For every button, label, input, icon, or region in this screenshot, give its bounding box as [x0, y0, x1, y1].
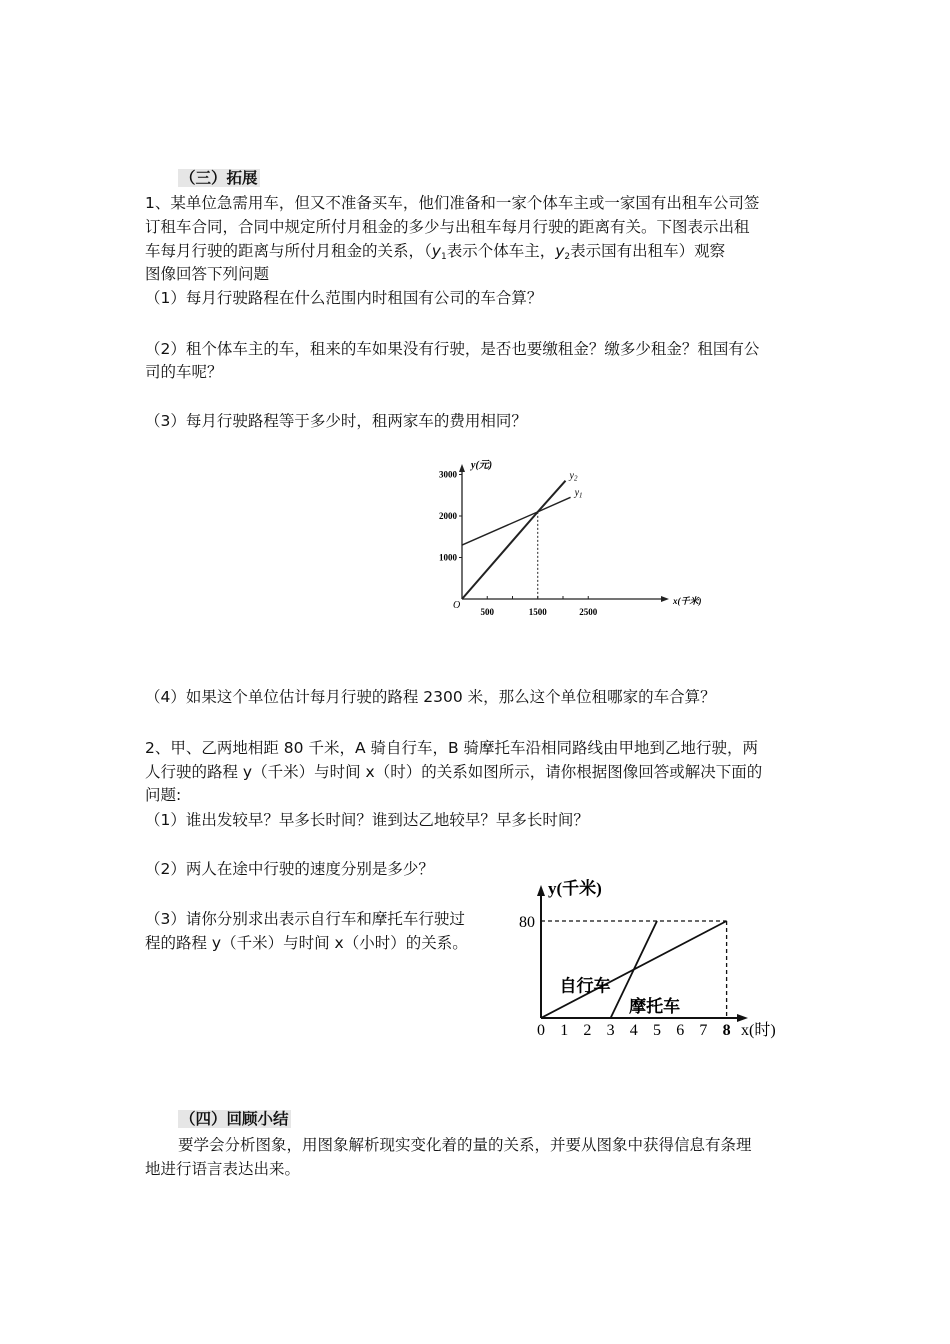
series-label-y1: $y_1$: [574, 487, 583, 500]
x-tick-label: 3: [606, 1022, 615, 1039]
x-tick-label: 4: [629, 1022, 638, 1039]
y2-symbol: y: [555, 242, 565, 260]
x-tick-label: 6: [676, 1022, 685, 1039]
p1-line1: 1、某单位急需用车，但又不准备买车，他们准备和一家个体车主或一家国有出租车公司签: [145, 194, 760, 212]
y-tick-label: 80: [519, 914, 535, 931]
series-label-bicycle: 自行车: [559, 976, 611, 996]
y-axis-arrow: [537, 885, 545, 896]
p1-line2: 订租车合同，合同中规定所付月租金的多少与出租车每月行驶的距离有关。下图表示出租: [145, 218, 750, 236]
x-axis-arrow: [661, 596, 669, 602]
p1-line3: 车每月行驶的距离与所付月租金的关系，（$y_1$表示个体车主，$y_2$表示国有出租车）观察: [145, 242, 726, 262]
summary-line1: 要学会分析图象，用图象解析现实变化着的量的关系，并要从图象中获得信息有条理: [178, 1136, 752, 1154]
x-tick-label: 1: [560, 1022, 569, 1039]
p1-question2-line2: 司的车呢？: [145, 363, 223, 381]
x-axis-arrow: [737, 1014, 748, 1022]
x-tick-label: 5: [653, 1022, 661, 1039]
y-tick-label: 1000: [439, 552, 457, 563]
p2-question2: （2）两人在途中行驶的速度分别是多少？: [145, 860, 434, 878]
p1-line4: 图像回答下列问题: [145, 265, 270, 283]
x-axis-label: x(时): [741, 1022, 776, 1039]
y1-symbol: y: [431, 242, 441, 260]
x-tick-label: 8: [722, 1022, 731, 1039]
p1-question2-line1: （2）租个体车主的车，租来的车如果没有行驶，是否也要缴租金？缴多少租金？租国有公: [145, 340, 760, 358]
y-axis-label: y(元): [471, 460, 493, 471]
y-axis-arrow: [459, 464, 465, 472]
series-label-motorcycle: 摩托车: [629, 997, 681, 1016]
x-tick-label: 2: [583, 1022, 592, 1039]
x-tick-label: 1500: [528, 607, 547, 617]
section3-heading: （三）拓展: [180, 169, 258, 187]
origin-label: O: [453, 600, 461, 611]
x-tick-label: 2500: [579, 607, 598, 617]
summary-line2: 地进行语言表达出来。: [145, 1160, 301, 1178]
origin-label: 0: [537, 1022, 545, 1039]
y-tick-label: 2000: [439, 511, 457, 521]
y-axis-label: y(千米): [548, 879, 602, 898]
x-tick-label: 500: [480, 607, 494, 617]
rent-distance-chart: [425, 450, 725, 630]
section4-heading: （四）回顾小结: [180, 1110, 289, 1128]
distance-time-chart: [505, 872, 805, 1050]
p2-line3: 问题:: [145, 786, 182, 804]
x-axis-label: x(千米): [673, 596, 702, 606]
p2-question1: （1）谁出发较早？早多长时间？谁到达乙地较早？早多长时间？: [145, 811, 589, 829]
p2-line1: 2、甲、乙两地相距 80 千米，A 骑自行车，B 骑摩托车沿相同路线由甲地到乙地行驶，两: [145, 739, 759, 757]
p2-question3-line2: 程的路程 y（千米）与时间 x（小时）的关系。: [145, 934, 468, 952]
series-line-y2: [462, 481, 566, 599]
p2-line2: 人行驶的路程 y（千米）与时间 x（时）的关系如图所示，请你根据图像回答或解决下面的: [145, 763, 763, 781]
p1-question1: （1）每月行驶路程在什么范围内时租国有公司的车合算？: [145, 289, 543, 307]
p1-question4: （4）如果这个单位估计每月行驶的路程 2300 米，那么这个单位租哪家的车合算？: [145, 688, 716, 706]
series-label-y2: $y_2$: [569, 470, 578, 483]
x-tick-label: 7: [699, 1022, 708, 1039]
p2-question3-line1: （3）请你分别求出表示自行车和摩托车行驶过: [145, 910, 465, 928]
y-tick-label: 3000: [439, 469, 457, 480]
p1-question3: （3）每月行驶路程等于多少时，租两家车的费用相同？: [145, 412, 527, 430]
